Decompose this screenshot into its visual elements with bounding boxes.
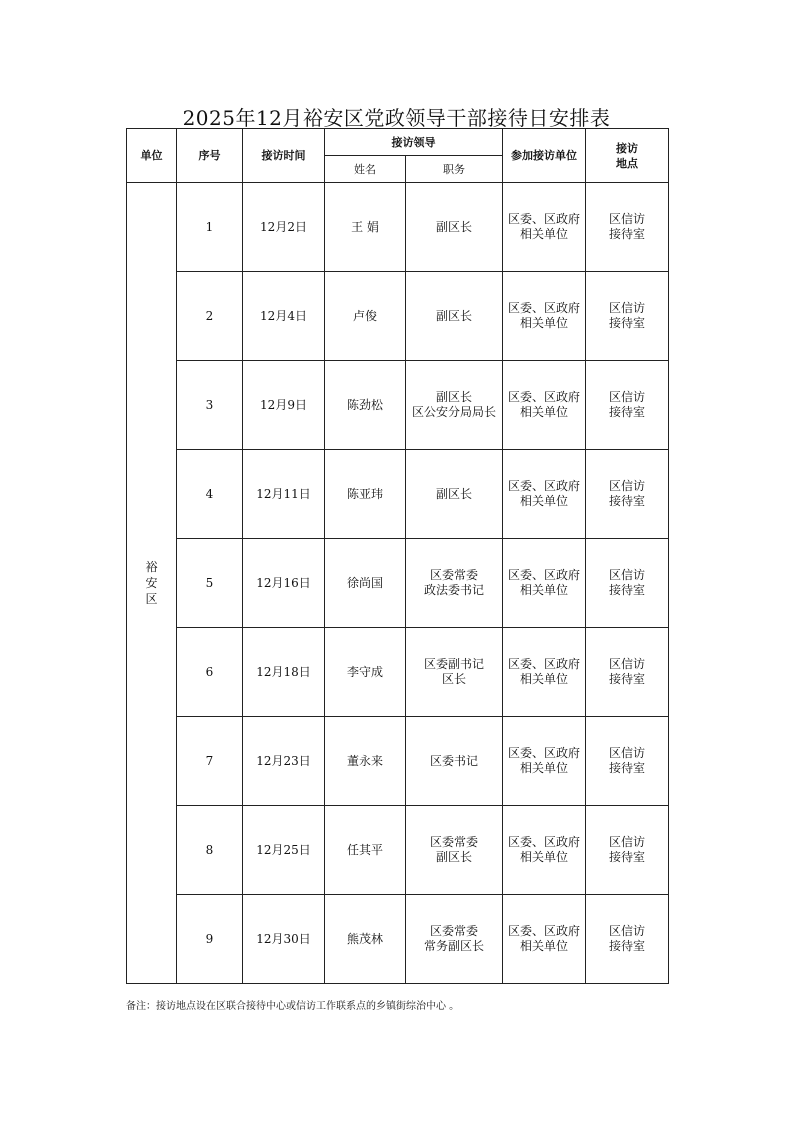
name-cell: 熊茂林 xyxy=(325,895,406,984)
position-cell xyxy=(406,717,503,806)
participants-line: 区委、区政府 xyxy=(507,301,580,315)
location-cell xyxy=(586,539,669,628)
participants-line: 区委、区政府 xyxy=(507,746,580,760)
seq-cell: 7 xyxy=(177,717,243,806)
location-line: 区信访 xyxy=(608,479,645,493)
location-line: 接待室 xyxy=(608,405,645,419)
name-cell: 董永来 xyxy=(325,717,406,806)
table-row xyxy=(127,361,669,450)
table-row xyxy=(127,895,669,984)
date-cell: 12月23日 xyxy=(243,717,325,806)
header-date: 接访时间 xyxy=(243,129,325,183)
participants-cell xyxy=(503,628,586,717)
participants-line: 区委、区政府 xyxy=(507,390,580,404)
name-cell: 陈劲松 xyxy=(325,361,406,450)
participants-cell xyxy=(503,450,586,539)
date-cell: 12月4日 xyxy=(243,272,325,361)
date-cell: 12月2日 xyxy=(243,183,325,272)
location-line: 区信访 xyxy=(608,746,645,760)
location-line: 区信访 xyxy=(608,924,645,938)
location-cell xyxy=(586,806,669,895)
position-cell xyxy=(406,361,503,450)
name-cell: 李守成 xyxy=(325,628,406,717)
date-cell: 12月9日 xyxy=(243,361,325,450)
header-location-line2: 地点 xyxy=(616,156,638,170)
location-line: 接待室 xyxy=(608,761,645,775)
position-cell xyxy=(406,450,503,539)
position-line: 副区长 xyxy=(435,486,472,501)
location-line: 接待室 xyxy=(608,227,645,241)
position-cell xyxy=(406,895,503,984)
participants-cell xyxy=(503,539,586,628)
location-line: 接待室 xyxy=(608,850,645,864)
participants-line: 相关单位 xyxy=(519,316,568,330)
location-cell xyxy=(586,895,669,984)
location-line: 接待室 xyxy=(608,672,645,686)
schedule-table xyxy=(126,128,669,984)
location-cell xyxy=(586,717,669,806)
location-line: 区信访 xyxy=(608,390,645,404)
position-line: 区长 xyxy=(441,672,466,686)
location-line: 接待室 xyxy=(608,583,645,597)
location-line: 区信访 xyxy=(608,212,645,226)
position-cell xyxy=(406,806,503,895)
table-row xyxy=(127,272,669,361)
participants-cell xyxy=(503,806,586,895)
seq-cell: 3 xyxy=(177,361,243,450)
header-participants: 参加接访单位 xyxy=(503,129,586,183)
footnote: 备注：接访地点设在区联合接待中心或信访工作联系点的乡镇街综治中心 。 xyxy=(126,1001,460,1012)
date-cell: 12月25日 xyxy=(243,806,325,895)
name-cell: 任其平 xyxy=(325,806,406,895)
position-line: 区委常委 xyxy=(429,568,478,582)
participants-line: 相关单位 xyxy=(519,939,568,953)
position-line: 区委常委 xyxy=(429,835,478,849)
location-line: 接待室 xyxy=(608,939,645,953)
name-cell: 徐尚国 xyxy=(325,539,406,628)
table-row xyxy=(127,539,669,628)
location-line: 接待室 xyxy=(608,494,645,508)
table-row xyxy=(127,628,669,717)
seq-cell: 4 xyxy=(177,450,243,539)
name-cell: 卢俊 xyxy=(325,272,406,361)
participants-line: 区委、区政府 xyxy=(507,479,580,493)
location-cell xyxy=(586,628,669,717)
location-cell xyxy=(586,183,669,272)
position-cell xyxy=(406,183,503,272)
table-row xyxy=(127,450,669,539)
participants-cell xyxy=(503,717,586,806)
name-cell: 王 娟 xyxy=(325,183,406,272)
participants-cell xyxy=(503,895,586,984)
participants-line: 区委、区政府 xyxy=(507,924,580,938)
location-line: 区信访 xyxy=(608,835,645,849)
seq-cell: 9 xyxy=(177,895,243,984)
header-name: 姓名 xyxy=(325,156,406,183)
seq-cell: 8 xyxy=(177,806,243,895)
position-cell xyxy=(406,539,503,628)
header-position: 职务 xyxy=(406,156,503,183)
location-cell xyxy=(586,450,669,539)
position-cell xyxy=(406,272,503,361)
header-leader-group: 接访领导 xyxy=(325,129,503,156)
participants-cell xyxy=(503,272,586,361)
participants-line: 区委、区政府 xyxy=(507,212,580,226)
participants-line: 相关单位 xyxy=(519,761,568,775)
participants-cell xyxy=(503,361,586,450)
date-cell: 12月16日 xyxy=(243,539,325,628)
position-line: 副区长 xyxy=(435,390,472,404)
location-line: 区信访 xyxy=(608,568,645,582)
header-seq: 序号 xyxy=(177,129,243,183)
seq-cell: 2 xyxy=(177,272,243,361)
position-line: 区委常委 xyxy=(429,924,478,938)
date-cell: 12月18日 xyxy=(243,628,325,717)
location-cell xyxy=(586,361,669,450)
table-row xyxy=(127,717,669,806)
seq-cell: 6 xyxy=(177,628,243,717)
participants-line: 相关单位 xyxy=(519,494,568,508)
position-line: 副区长 xyxy=(435,850,472,864)
header-location xyxy=(586,129,669,183)
name-cell: 陈亚玮 xyxy=(325,450,406,539)
participants-line: 区委、区政府 xyxy=(507,657,580,671)
date-cell: 12月11日 xyxy=(243,450,325,539)
location-cell xyxy=(586,272,669,361)
location-line: 区信访 xyxy=(608,301,645,315)
header-unit: 单位 xyxy=(127,129,177,183)
participants-line: 相关单位 xyxy=(519,850,568,864)
table-row xyxy=(127,806,669,895)
participants-line: 相关单位 xyxy=(519,227,568,241)
position-line: 副区长 xyxy=(435,219,472,234)
page-title: 2025年12月裕安区党政领导干部接待日安排表 xyxy=(182,106,611,130)
location-line: 区信访 xyxy=(608,657,645,671)
location-line: 接待室 xyxy=(608,316,645,330)
date-cell: 12月30日 xyxy=(243,895,325,984)
participants-line: 区委、区政府 xyxy=(507,568,580,582)
position-cell xyxy=(406,628,503,717)
position-line: 区公安分局局长 xyxy=(411,405,496,419)
participants-line: 相关单位 xyxy=(519,672,568,686)
position-line: 区委书记 xyxy=(429,753,478,768)
unit-cell xyxy=(127,183,177,984)
schedule-body xyxy=(127,183,669,984)
unit-value: 裕安区 xyxy=(145,560,158,606)
participants-line: 相关单位 xyxy=(519,583,568,597)
seq-cell: 5 xyxy=(177,539,243,628)
participants-line: 相关单位 xyxy=(519,405,568,419)
position-line: 副区长 xyxy=(435,308,472,323)
participants-cell xyxy=(503,183,586,272)
table-row xyxy=(127,183,669,272)
header-location-line1: 接访 xyxy=(616,141,638,155)
position-line: 区委副书记 xyxy=(423,657,484,671)
position-line: 政法委书记 xyxy=(423,583,484,597)
seq-cell: 1 xyxy=(177,183,243,272)
participants-line: 区委、区政府 xyxy=(507,835,580,849)
position-line: 常务副区长 xyxy=(423,939,484,953)
